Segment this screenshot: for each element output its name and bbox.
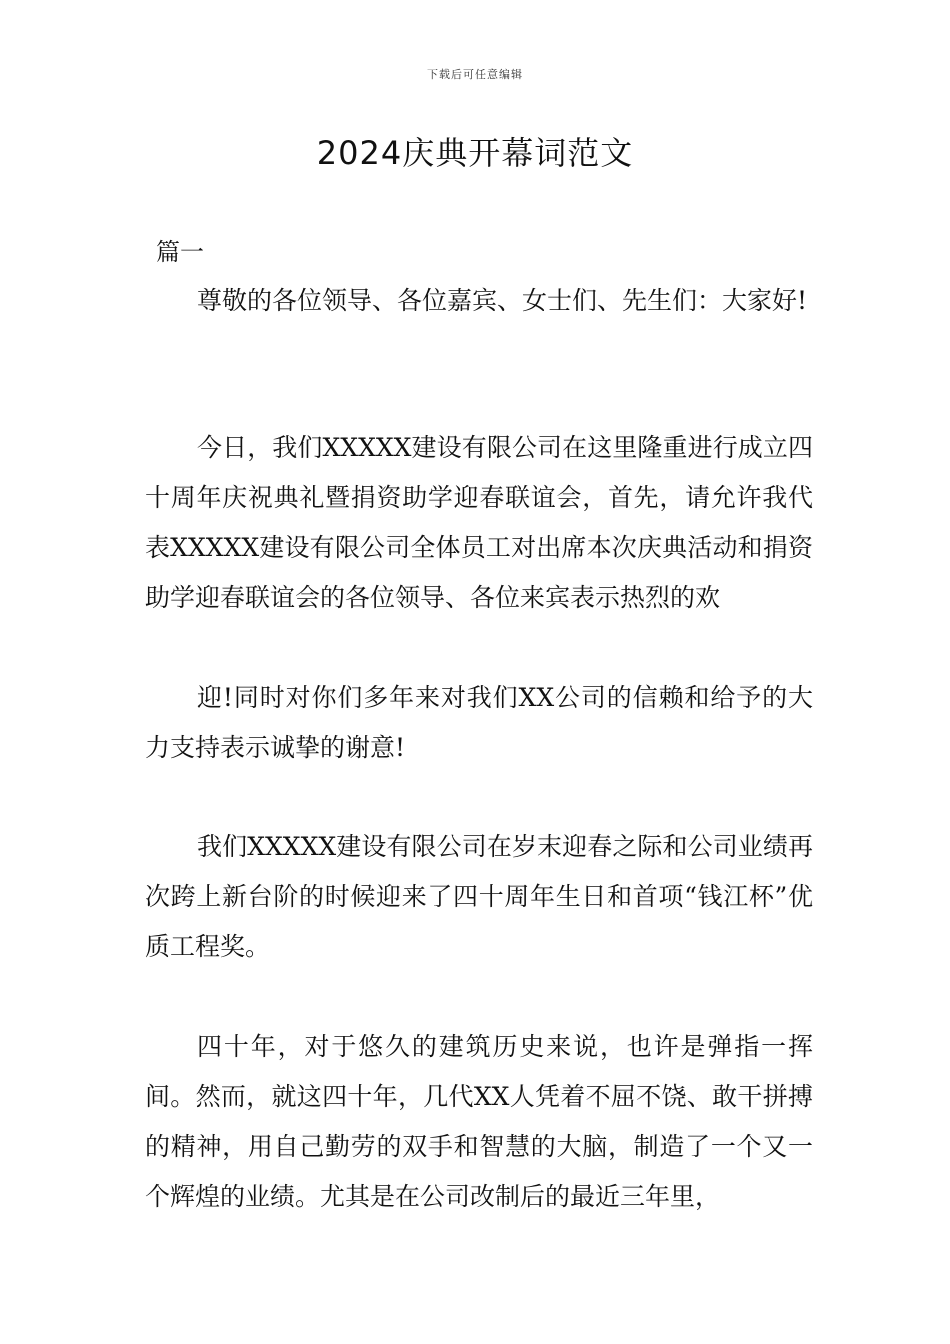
- paragraph-greeting: 尊敬的各位领导、各位嘉宾、女士们、先生们：大家好!: [197, 286, 808, 315]
- header-note: 下载后可任意编辑: [427, 68, 523, 81]
- section-label: 篇一: [156, 238, 204, 266]
- paragraph-anniversary: 我们XXXXX建设有限公司在岁末迎春之际和公司业绩再次跨上新台阶的时候迎来了四十周年生日和首项“钱江杯”优质工程奖。: [145, 832, 813, 961]
- document-title: 2024庆典开幕词范文: [316, 134, 634, 172]
- paragraph-history: 四十年，对于悠久的建筑历史来说，也许是弹指一挥间。然而，就这四十年，几代XX人凭着不屈不饶、敢干拼搏的精神，用自己勤劳的双手和智慧的大脑，制造了一个又一个辉煌的业绩。尤其是在公司改制后的最近三年里，: [145, 1032, 813, 1211]
- paragraph-opening: 今日，我们XXXXX建设有限公司在这里隆重进行成立四十周年庆祝典礼暨捐资助学迎春联谊会，首先，请允许我代表XXXXX建设有限公司全体员工对出席本次庆典活动和捐资助学迎春联谊会的各位领导、各位来宾表示热烈的欢: [145, 433, 813, 612]
- paragraph-thanks: 迎!同时对你们多年来对我们XX公司的信赖和给予的大力支持表示诚挚的谢意!: [145, 683, 813, 762]
